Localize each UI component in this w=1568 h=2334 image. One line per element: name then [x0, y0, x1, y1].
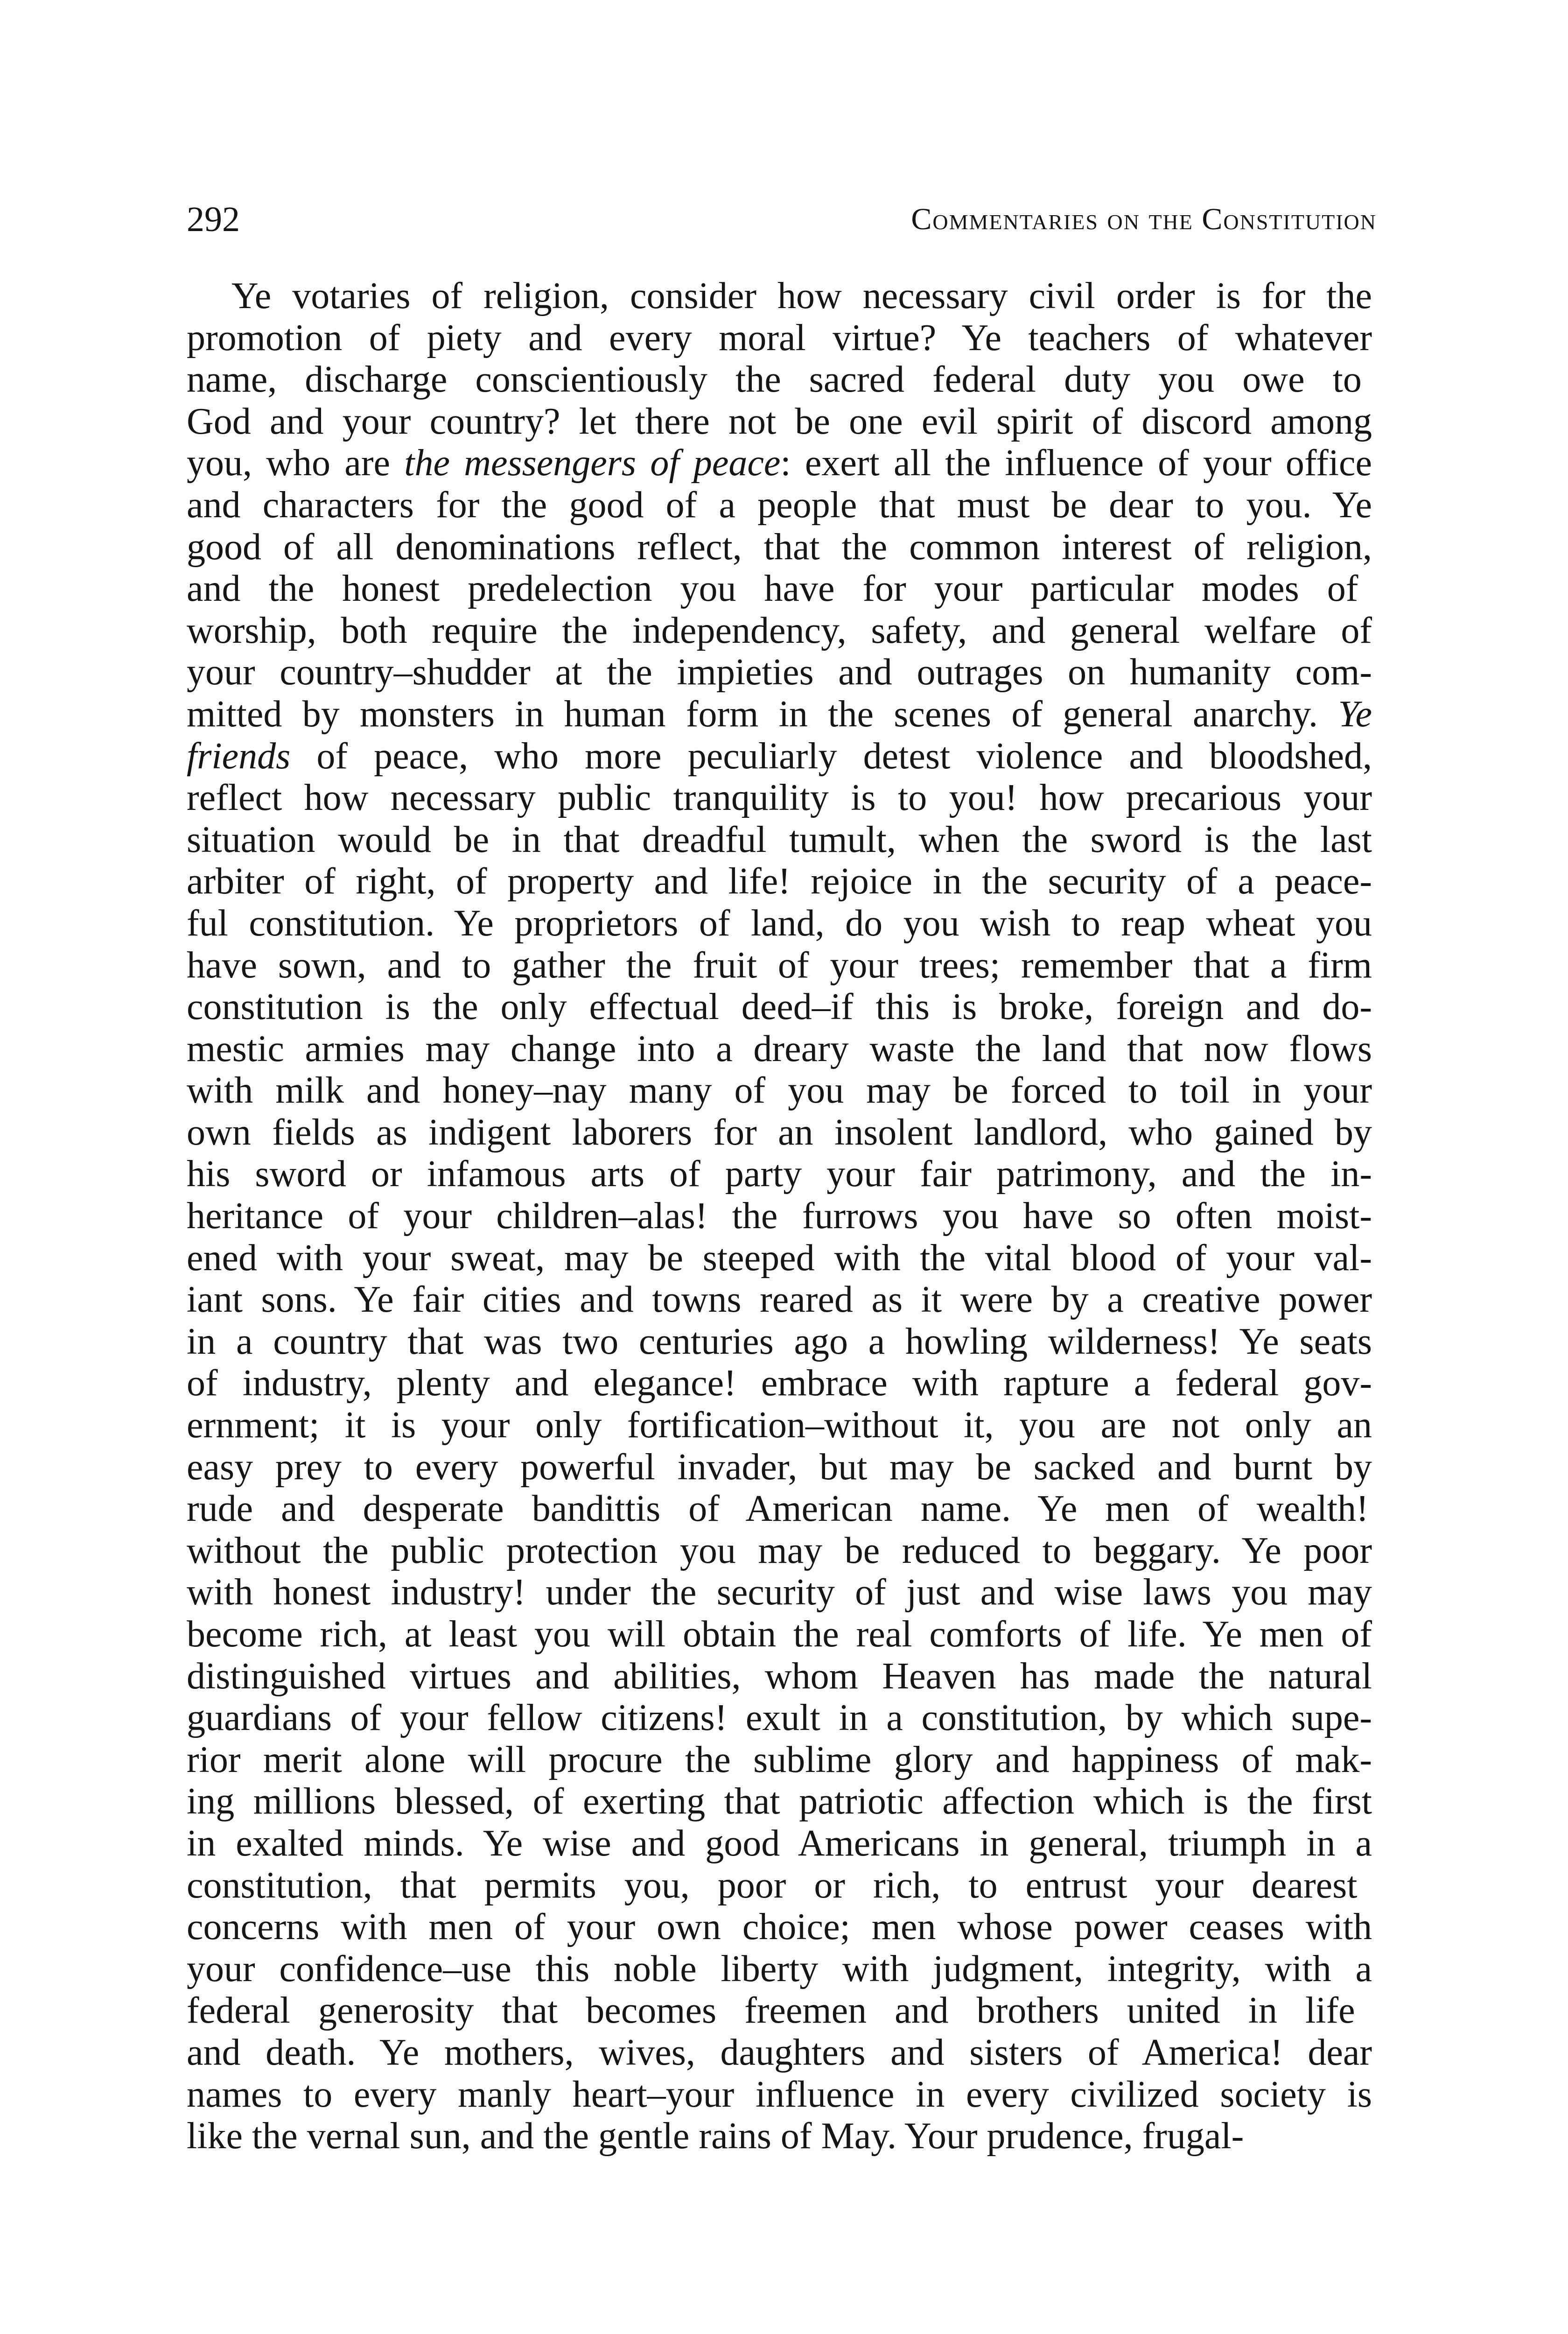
- text-line: rude and desperate bandittis of American name. Ye men of wealth!: [187, 1488, 1369, 1530]
- text-segment: of peace, who more peculiarly detest violence and bloodshed,: [290, 735, 1372, 777]
- running-title: Commentaries on the Constitution: [911, 202, 1377, 236]
- text-line: and death. Ye mothers, wives, daughters and sisters of America! dear: [187, 2032, 1372, 2073]
- text-line: [187, 443, 1372, 485]
- text-line: mestic armies may change into a dreary waste the land that now flows: [187, 1028, 1372, 1069]
- text-line: federal generosity that becomes freemen and brothers united in life: [187, 1990, 1355, 2032]
- running-head: [187, 194, 1377, 254]
- text-line: concerns with men of your own choice; men whose power ceases with: [187, 1906, 1372, 1948]
- text-segment: you, who are: [187, 443, 405, 484]
- text-line: promotion of piety and every moral virtue? Ye teachers of whatever: [187, 317, 1372, 359]
- text-line: and the honest predelection you have for your particular modes of: [187, 568, 1358, 610]
- text-line: situation would be in that dreadful tumult, when the sword is the last: [187, 819, 1372, 860]
- text-line: constitution is the only effectual deed–if this is broke, foreign and do-: [187, 986, 1372, 1028]
- text-line: constitution, that permits you, poor or rich, to entrust your dearest: [187, 1864, 1358, 1906]
- text-line: with honest industry! under the security of just and wise laws you may: [187, 1572, 1372, 1613]
- text-segment: mitted by monsters in human form in the scenes of general anarchy.: [187, 693, 1338, 735]
- text-line: ful constitution. Ye proprietors of land, do you wish to reap wheat you: [187, 902, 1372, 944]
- text-line: of industry, plenty and elegance! embrace with rapture a federal gov-: [187, 1363, 1372, 1404]
- italic-phrase: the messengers of peace: [404, 443, 781, 484]
- page-number: 292: [187, 200, 240, 239]
- text-line: arbiter of right, of property and life! rejoice in the security of a peace-: [187, 861, 1372, 902]
- text-line: God and your country? let there not be one evil spirit of discord among: [187, 401, 1372, 442]
- text-line: heritance of your children–alas! the furrows you have so often moist-: [187, 1195, 1372, 1237]
- text-line: ernment; it is your only fortification–without it, you are not only an: [187, 1405, 1372, 1446]
- text-line: distinguished virtues and abilities, whom Heaven has made the natural: [187, 1655, 1372, 1697]
- text-line: in a country that was two centuries ago a howling wilderness! Ye seats: [187, 1321, 1372, 1362]
- text-line: have sown, and to gather the fruit of your trees; remember that a firm: [187, 944, 1372, 986]
- text-line: guardians of your fellow citizens! exult in a constitution, by which supe-: [187, 1697, 1372, 1739]
- text-line: name, discharge conscientiously the sacred federal duty you owe to: [187, 359, 1362, 401]
- text-line: ened with your sweat, may be steeped with the vital blood of your val-: [187, 1237, 1372, 1279]
- text-line: worship, both require the independency, safety, and general welfare of: [187, 610, 1372, 651]
- text-line: names to every manly heart–your influence in every civilized society is: [187, 2074, 1372, 2115]
- text-line: your confidence–use this noble liberty with judgment, integrity, with a: [187, 1948, 1372, 1990]
- text-line: become rich, at least you will obtain the real comforts of life. Ye men of: [187, 1614, 1372, 1655]
- text-line: ing millions blessed, of exerting that patriotic affection which is the first: [187, 1781, 1372, 1822]
- text-segment: : exert all the influence of your office: [780, 443, 1372, 484]
- text-line: Ye votaries of religion, consider how necessary civil order is for the: [231, 275, 1372, 316]
- italic-phrase: friends: [187, 735, 291, 777]
- text-line: like the vernal sun, and the gentle rains of May. Your prudence, frugal-: [187, 2116, 1244, 2157]
- text-line: and characters for the good of a people that must be dear to you. Ye: [187, 484, 1372, 526]
- text-line: own fields as indigent laborers for an insolent landlord, who gained by: [187, 1111, 1372, 1153]
- text-line: reflect how necessary public tranquility is to you! how precarious your: [187, 777, 1372, 819]
- body-text: [187, 275, 1372, 2158]
- text-line: without the public protection you may be reduced to beggary. Ye poor: [187, 1530, 1372, 1571]
- text-line: rior merit alone will procure the sublime glory and happiness of mak-: [187, 1739, 1372, 1780]
- text-line: in exalted minds. Ye wise and good Americans in general, triumph in a: [187, 1822, 1372, 1864]
- text-line: his sword or infamous arts of party your fair patrimony, and the in-: [187, 1153, 1372, 1195]
- italic-phrase: Ye: [1338, 693, 1372, 735]
- text-line: iant sons. Ye fair cities and towns reared as it were by a creative power: [187, 1279, 1372, 1321]
- text-line: good of all denominations reflect, that the common interest of religion,: [187, 526, 1372, 568]
- text-line: with milk and honey–nay many of you may be forced to toil in your: [187, 1070, 1372, 1111]
- text-line: [187, 736, 1372, 778]
- text-line: easy prey to every powerful invader, but may be sacked and burnt by: [187, 1446, 1372, 1488]
- text-line: [187, 694, 1372, 736]
- text-line: your country–shudder at the impieties and outrages on humanity com-: [187, 652, 1372, 693]
